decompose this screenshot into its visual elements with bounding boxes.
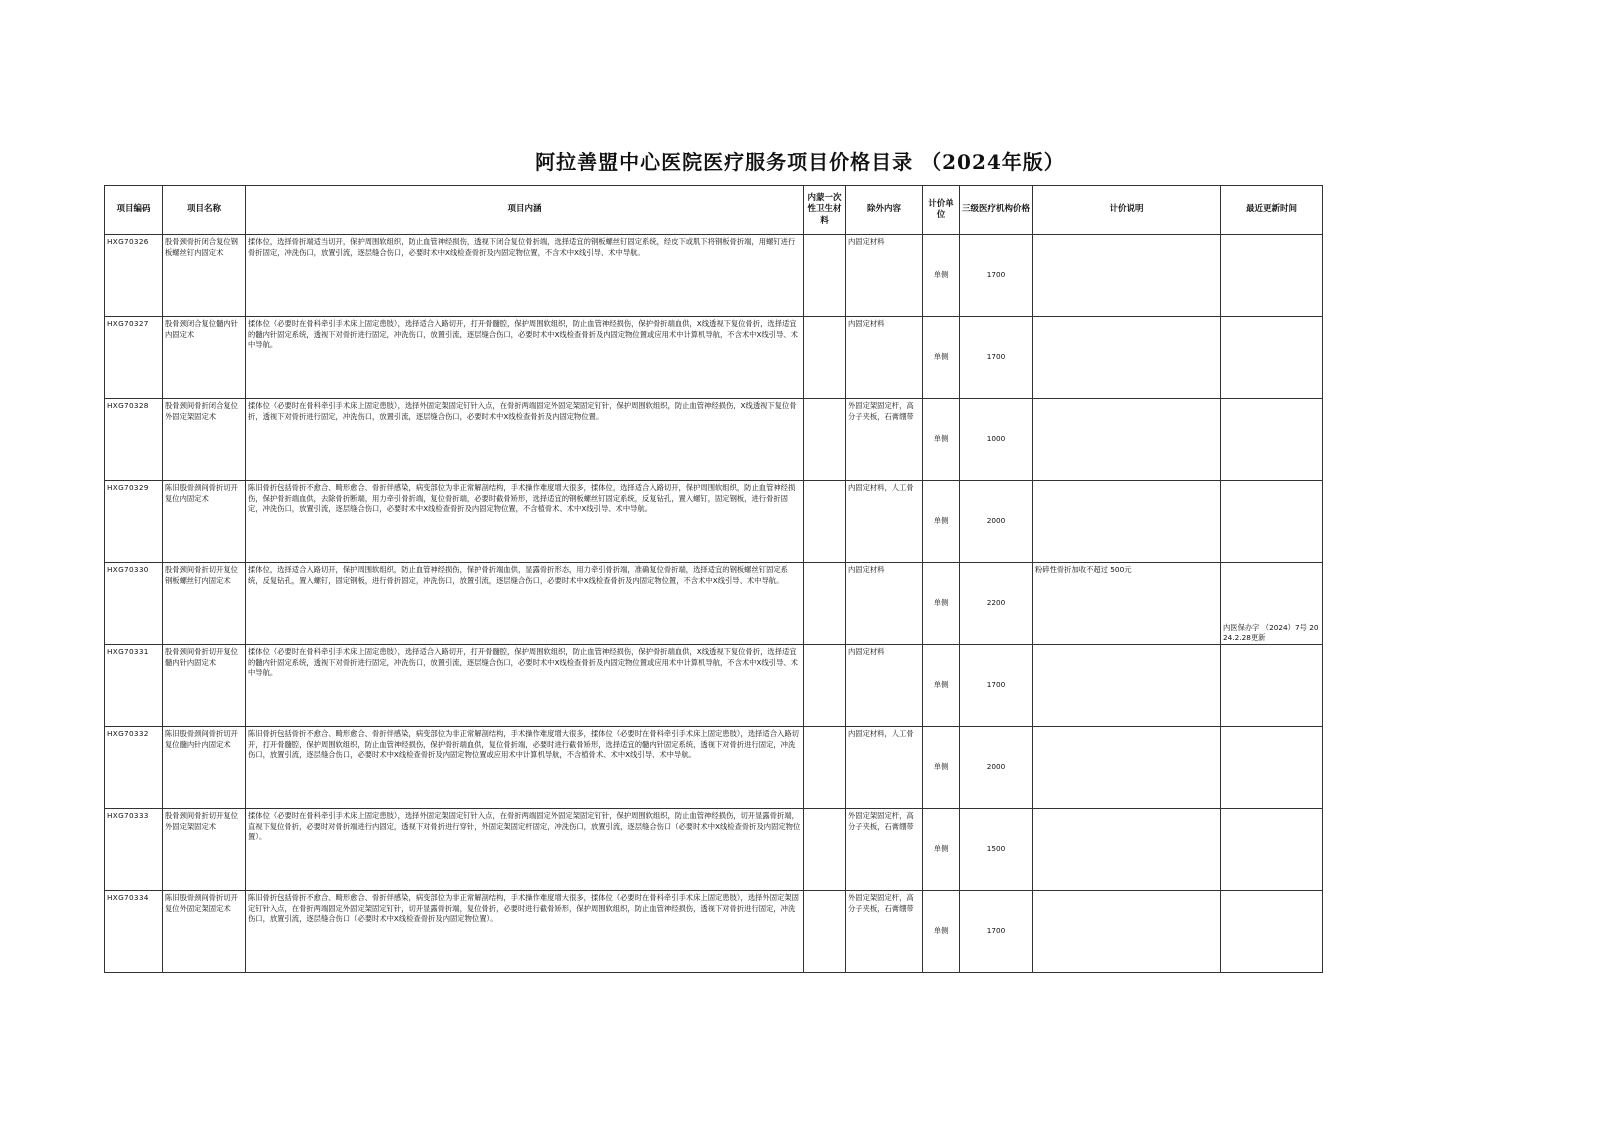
cell-excluded: 内固定材料 — [846, 235, 923, 317]
cell-content: 揉体位（必要时在骨科牵引手术床上固定患肢），选择外固定架固定钉针入点，在骨折两端固定外固定架固定钉针，保护周围软组织，防止血管神经损伤，X线透视下复位骨折，透视下对骨折进行固定，冲洗伤口，放置引流，逐层缝合伤口，必要时术中X线检查骨折及内固定物位置。 — [246, 399, 804, 481]
cell-excluded: 外固定架固定杆，高分子夹板，石膏绷带 — [846, 399, 923, 481]
cell-name: 股骨颈间骨折切开复位外固定架固定术 — [163, 809, 246, 891]
cell-price: 2200 — [960, 563, 1033, 645]
cell-code: HXG70329 — [105, 481, 163, 563]
cell-code: HXG70331 — [105, 645, 163, 727]
cell-consumable — [804, 563, 846, 645]
cell-unit: 单侧 — [923, 481, 960, 563]
update-text: 内医保办字 （2024）7号 2024.2.28更新 — [1223, 622, 1319, 643]
cell-consumable — [804, 481, 846, 563]
table-row — [105, 399, 1323, 481]
cell-excluded: 内固定材料 — [846, 563, 923, 645]
header-row — [105, 186, 1323, 235]
page-title: 阿拉善盟中心医院医疗服务项目价格目录 （2024年版） — [535, 150, 1065, 174]
header-unit: 计价单位 — [923, 186, 960, 235]
table-row — [105, 891, 1323, 973]
cell-note: 粉碎性骨折加收不超过 500元 — [1033, 563, 1221, 645]
table-row — [105, 563, 1323, 645]
cell-update — [1221, 727, 1323, 809]
cell-note — [1033, 235, 1221, 317]
cell-note — [1033, 809, 1221, 891]
header-content: 项目内涵 — [246, 186, 804, 235]
cell-consumable — [804, 727, 846, 809]
cell-name: 陈旧股骨颈间骨折切开复位内固定术 — [163, 481, 246, 563]
cell-update — [1221, 235, 1323, 317]
header-code: 项目编码 — [105, 186, 163, 235]
cell-code: HXG70328 — [105, 399, 163, 481]
cell-consumable — [804, 317, 846, 399]
table-row — [105, 317, 1323, 399]
table-row — [105, 809, 1323, 891]
cell-note — [1033, 399, 1221, 481]
cell-update — [1221, 563, 1323, 645]
cell-code: HXG70333 — [105, 809, 163, 891]
cell-unit: 单侧 — [923, 645, 960, 727]
cell-unit: 单侧 — [923, 399, 960, 481]
cell-price: 1700 — [960, 317, 1033, 399]
cell-name: 陈旧股骨颈间骨折切开复位外固定架固定术 — [163, 891, 246, 973]
cell-unit: 单侧 — [923, 891, 960, 973]
cell-name: 股骨颈闭合复位髓内针内固定术 — [163, 317, 246, 399]
cell-content: 陈旧骨折包括骨折不愈合、畸形愈合、骨折伴感染，病变部位为非正常解剖结构，手术操作难度增大很多，揉体位（必要时在骨科牵引手术床上固定患肢），选择适合入路切开，打开骨髓腔，保护周围软组织，防止血管神经损伤，保护骨折端血供，复位骨折端，必要时进行截骨矫形，选择适宜的髓内针固定系统，透视下对骨折进行固定，冲洗伤口，放置引流，逐层缝合伤口，必要时术中X线检查骨折及内固定物位置或应用术中计算机导航，不含植骨术、术中X线引导、术中导航。 — [246, 727, 804, 809]
cell-price: 1700 — [960, 645, 1033, 727]
cell-content: 揉体位（必要时在骨科牵引手术床上固定患肢），选择适合入路切开，打开骨髓腔，保护周围软组织，防止血管神经损伤，保护骨折端血供，X线透视下复位骨折，选择适宜的髓内针固定系统，透视下对骨折进行固定，冲洗伤口，放置引流，逐层缝合伤口，必要时术中X线检查骨折及内固定物位置或应用术中计算机导航，不含术中X线引导、术中导航。 — [246, 317, 804, 399]
cell-name: 股骨颈间骨折切开复位钢板螺丝钉内固定术 — [163, 563, 246, 645]
cell-consumable — [804, 399, 846, 481]
header-update: 最近更新时间 — [1221, 186, 1323, 235]
cell-unit: 单侧 — [923, 563, 960, 645]
cell-update — [1221, 645, 1323, 727]
cell-excluded: 内固定材料 — [846, 645, 923, 727]
table-row — [105, 645, 1323, 727]
table-row — [105, 481, 1323, 563]
cell-update — [1221, 809, 1323, 891]
cell-content: 揉体位，选择适合入路切开，保护周围软组织，防止血管神经损伤，保护骨折端血供，显露骨折形态，用力牵引骨折端，准确复位骨折端，选择适宜的钢板螺丝钉固定系统，反复钻孔，置入螺钉，固定钢板，进行骨折固定，冲洗伤口，放置引流，逐层缝合伤口，必要时术中X线检查骨折及内固定物位置，不含术中X线引导、术中导航。 — [246, 563, 804, 645]
cell-name: 陈旧股骨颈间骨折切开复位髓内针内固定术 — [163, 727, 246, 809]
cell-update — [1221, 399, 1323, 481]
cell-price: 2000 — [960, 481, 1033, 563]
cell-excluded: 内固定材料 — [846, 317, 923, 399]
cell-price: 1500 — [960, 809, 1033, 891]
cell-content: 陈旧骨折包括骨折不愈合、畸形愈合、骨折伴感染，病变部位为非正常解剖结构，手术操作难度增大很多，揉体位，选择适合入路切开，保护周围软组织，防止血管神经损伤，保护骨折端血供，去除骨折断端，用力牵引骨折端，复位骨折端，必要时截骨矫形，选择适宜的钢板螺丝钉固定系统，反复钻孔，置入螺钉，固定钢板，进行骨折固定，冲洗伤口，放置引流，逐层缝合伤口，必要时术中X线检查骨折及内固定物位置，不含植骨术、术中X线引导、术中导航。 — [246, 481, 804, 563]
cell-consumable — [804, 645, 846, 727]
cell-price: 1700 — [960, 891, 1033, 973]
cell-note — [1033, 891, 1221, 973]
cell-content: 揉体位（必要时在骨科牵引手术床上固定患肢），选择外固定架固定钉针入点，在骨折两端固定外固定架固定钉针，保护周围软组织，防止血管神经损伤，切开显露骨折端，直视下复位骨折，必要时对骨折端进行内固定，透视下对骨折进行穿针，外固定架固定杆固定，冲洗伤口，放置引流，逐层缝合伤口（必要时术中X线检查骨折及内固定物位置）。 — [246, 809, 804, 891]
cell-unit: 单侧 — [923, 727, 960, 809]
cell-unit: 单侧 — [923, 317, 960, 399]
cell-name: 股骨颈间骨折闭合复位外固定架固定术 — [163, 399, 246, 481]
cell-name: 股骨颈骨折闭合复位钢板螺丝钉内固定术 — [163, 235, 246, 317]
cell-code: HXG70334 — [105, 891, 163, 973]
cell-content: 揉体位，选择骨折端适当切开，保护周围软组织，防止血管神经损伤，透视下闭合复位骨折端，选择适宜的钢板螺丝钉固定系统，经皮下或肌下将钢板骨折端，用螺钉进行骨折固定，冲洗伤口，放置引流，逐层缝合伤口，必要时术中X线检查骨折及内固定物位置，不含术中X线引导、术中导航。 — [246, 235, 804, 317]
cell-content: 揉体位（必要时在骨科牵引手术床上固定患肢），选择适合入路切开，打开骨髓腔，保护周围软组织，防止血管神经损伤，保护骨折端血供，X线透视下复位骨折，选择适宜的髓内针固定系统，透视下对骨折进行固定，冲洗伤口，放置引流，逐层缝合伤口，必要时术中X线检查骨折及内固定物位置或应用术中计算机导航，不含术中X线引导、术中导航。 — [246, 645, 804, 727]
cell-update — [1221, 481, 1323, 563]
header-note: 计价说明 — [1033, 186, 1221, 235]
cell-name: 股骨颈间骨折切开复位髓内针内固定术 — [163, 645, 246, 727]
cell-excluded: 内固定材料，人工骨 — [846, 727, 923, 809]
cell-price: 2000 — [960, 727, 1033, 809]
cell-code: HXG70327 — [105, 317, 163, 399]
cell-note — [1033, 727, 1221, 809]
price-table — [104, 185, 1323, 973]
cell-consumable — [804, 235, 846, 317]
cell-update — [1221, 891, 1323, 973]
cell-price: 1700 — [960, 235, 1033, 317]
table-row — [105, 727, 1323, 809]
cell-unit: 单侧 — [923, 235, 960, 317]
cell-price: 1000 — [960, 399, 1033, 481]
cell-excluded: 内固定材料，人工骨 — [846, 481, 923, 563]
cell-content: 陈旧骨折包括骨折不愈合、畸形愈合、骨折伴感染，病变部位为非正常解剖结构，手术操作难度增大很多，揉体位（必要时在骨科牵引手术床上固定患肢），选择外固定架固定钉针入点，在骨折两端固定外固定架固定钉针，切开显露骨折端，复位骨折，必要时进行截骨矫形，保护周围软组织，防止血管神经损伤，透视下对骨折进行固定，冲洗伤口，放置引流，逐层缝合伤口（必要时术中X线检查骨折及内固定物位置）。 — [246, 891, 804, 973]
cell-update — [1221, 317, 1323, 399]
cell-excluded: 外固定架固定杆，高分子夹板，石膏绷带 — [846, 891, 923, 973]
cell-excluded: 外固定架固定杆，高分子夹板，石膏绷带 — [846, 809, 923, 891]
cell-code: HXG70326 — [105, 235, 163, 317]
cell-consumable — [804, 809, 846, 891]
table-row — [105, 235, 1323, 317]
cell-code: HXG70332 — [105, 727, 163, 809]
header-excluded: 除外内容 — [846, 186, 923, 235]
cell-note — [1033, 317, 1221, 399]
header-consumable: 内蒙一次性卫生材料 — [804, 186, 846, 235]
header-price: 三级医疗机构价格 — [960, 186, 1033, 235]
cell-note — [1033, 481, 1221, 563]
header-name: 项目名称 — [163, 186, 246, 235]
cell-note — [1033, 645, 1221, 727]
cell-unit: 单侧 — [923, 809, 960, 891]
cell-consumable — [804, 891, 846, 973]
cell-code: HXG70330 — [105, 563, 163, 645]
